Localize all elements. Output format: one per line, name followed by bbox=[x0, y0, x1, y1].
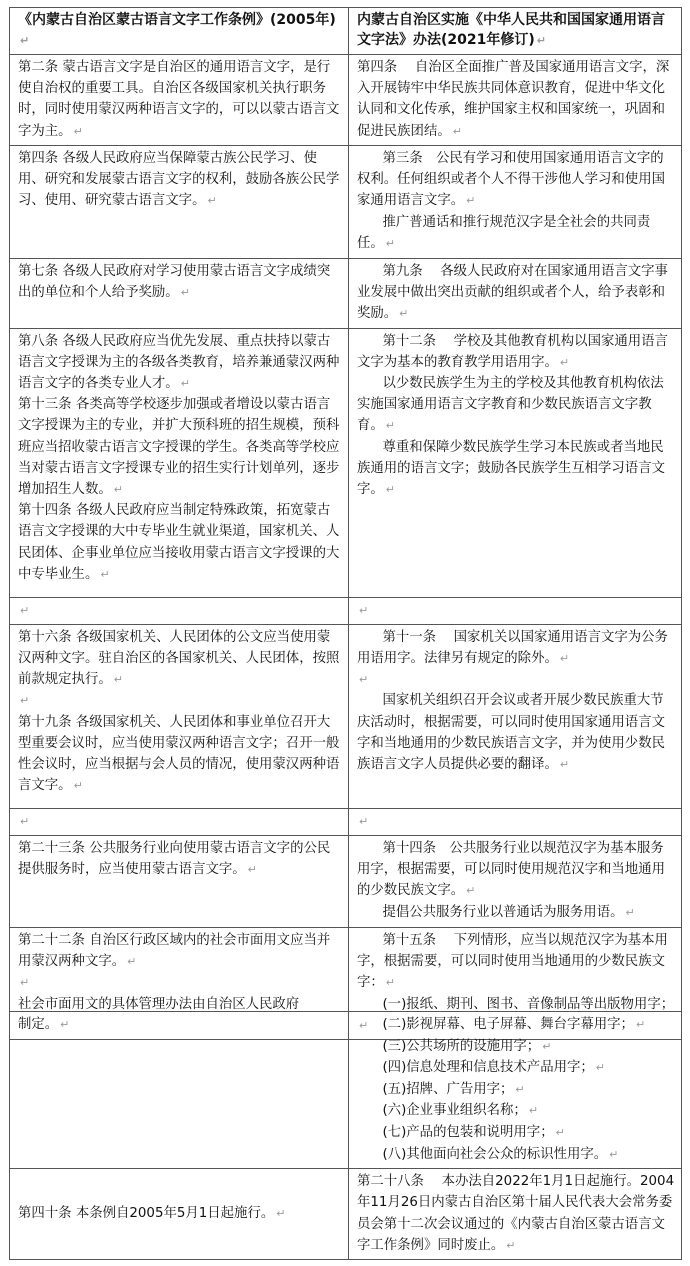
cell-right bbox=[349, 55, 682, 146]
paragraph-mark-icon: ↵ bbox=[113, 673, 123, 687]
paragraph-mark-icon: ↵ bbox=[559, 355, 570, 369]
list-item: (七)产品的包装和说明用字； bbox=[382, 1124, 554, 1140]
cell-right bbox=[349, 597, 682, 624]
cell-right bbox=[349, 328, 682, 597]
paragraph-mark-icon: ↵ bbox=[20, 814, 30, 828]
cell-left bbox=[10, 55, 349, 146]
paragraph-mark-icon: ↵ bbox=[466, 884, 476, 898]
cell-right bbox=[349, 1012, 682, 1169]
cell-left bbox=[10, 1169, 349, 1260]
article-text: 第二十二条 自治区行政区域内的社会市面用文应当并用蒙汉两种文字。 bbox=[18, 933, 331, 970]
paragraph-mark-icon: ↵ bbox=[127, 955, 137, 969]
paragraph-mark-icon: ↵ bbox=[180, 286, 190, 300]
article-text: 第八条 各级人民政府应当优先发展、重点扶持以蒙古语言文字授课为主的各级各类教育，培养兼通蒙汉两种语言文字的各类专业人才。 bbox=[18, 333, 340, 392]
header-cell-left bbox=[10, 8, 349, 55]
list-item: (六)企业事业组织名称； bbox=[382, 1103, 527, 1119]
paragraph-mark-icon: ↵ bbox=[247, 863, 257, 877]
paragraph-mark-icon: ↵ bbox=[20, 976, 30, 990]
article-text: 第四条 自治区全面推广普及国家通用语言文字，深入开展铸牢中华民族共同体意识教育，促进中华文化认同和文化传承，维护国家主权和国家统一，巩固和促进民族团结。 bbox=[357, 60, 670, 139]
article-text: 第十一条 国家机关以国家通用语言文字为公务用语用字。法律另有规定的除外。 bbox=[357, 629, 668, 667]
table-row-continued bbox=[10, 1012, 682, 1169]
paragraph-mark-icon: ↵ bbox=[452, 124, 462, 138]
article-text: 以少数民族学生为主的学校及其他教育机构依法实施国家通用语言文字教育和少数民族语言文字教育。 bbox=[357, 376, 664, 434]
cell-right bbox=[349, 1169, 682, 1260]
paragraph-mark-icon: ↵ bbox=[359, 673, 369, 687]
header-cell-right bbox=[349, 8, 682, 55]
paragraph-mark-icon: ↵ bbox=[528, 1104, 539, 1118]
article-text: 第七条 各级人民政府对学习使用蒙古语言文字成绩突出的单位和个人给予奖励。 bbox=[18, 264, 331, 301]
table-row bbox=[10, 146, 682, 259]
cell-left bbox=[10, 146, 349, 259]
article-text: 第九条 各级人民政府对在国家通用语言文字事业发展中做出突出贡献的组织或者个人，给予表彰和奖励。 bbox=[357, 264, 668, 322]
comparison-table-page-1 bbox=[9, 7, 682, 1040]
article-text: 制定。 bbox=[18, 1017, 59, 1032]
paragraph-mark-icon: ↵ bbox=[73, 124, 83, 138]
paragraph-mark-icon: ↵ bbox=[635, 1018, 646, 1031]
paragraph-mark-icon: ↵ bbox=[536, 34, 546, 47]
paragraph-mark-icon: ↵ bbox=[60, 1018, 70, 1031]
empty-row bbox=[10, 808, 682, 835]
paragraph-mark-icon: ↵ bbox=[359, 814, 369, 828]
paragraph-mark-icon: ↵ bbox=[595, 1061, 605, 1075]
paragraph-mark-icon: ↵ bbox=[609, 1147, 619, 1161]
article-text: 第二十八条 本办法自2022年1月1日起施行。2004年11月26日内蒙古自治区第十届人民代表大会常务委员会第十二次会议通过的《内蒙古自治区蒙古语言文字工作条例》同时废止。 bbox=[357, 1174, 675, 1253]
cell-right bbox=[349, 259, 682, 329]
table-row bbox=[10, 328, 682, 597]
article-text: 国家机关组织召开会议或者开展少数民族重大节庆活动时，根据需要，可以同时使用国家通用语言文字和当地通用的少数民族语言文字，并为使用少数民族语言文字人员提供必要的翻译。 bbox=[357, 693, 665, 773]
article-text: 第十九条 各级国家机关、人民团体和事业单位召开大型重要会议时，应当使用蒙汉两种语言文字；召开一般性会议时，应当根据与会人员的情况，使用蒙汉两种语言文字。 bbox=[18, 714, 340, 794]
article-text: (一)报纸、期刊、图书、音像制品等出版物用字； bbox=[382, 996, 675, 1012]
list-item: (五)招牌、广告用字； bbox=[382, 1081, 514, 1097]
empty-row bbox=[10, 597, 682, 624]
article-text: 提倡公共服务行业以普通话为服务用语。 bbox=[382, 904, 624, 920]
paragraph-mark-icon: ↵ bbox=[20, 603, 30, 617]
list-item: (八)其他面向社会公众的标识性用字。 bbox=[382, 1146, 608, 1162]
article-text: 第四条 各级人民政府应当保障蒙古族公民学习、使用、研究和发展蒙古语言文字的权利，鼓励各族公民学习、使用、研究蒙古语言文字。 bbox=[18, 151, 340, 209]
cell-left bbox=[10, 597, 349, 624]
paragraph-mark-icon: ↵ bbox=[100, 567, 110, 581]
list-item: (二)影视屏幕、电子屏幕、舞台字幕用字； bbox=[382, 1017, 634, 1032]
table-row bbox=[10, 1169, 682, 1260]
article-text: 第二条 蒙古语言文字是自治区的通用语言文字，是行使自治权的重要工具。自治区各级国家机关执行职务时，同时使用蒙汉两种语言文字的，可以以蒙古语言文字为主。 bbox=[18, 60, 340, 139]
paragraph-mark-icon: ↵ bbox=[506, 1238, 516, 1252]
cell-left bbox=[10, 328, 349, 597]
paragraph-mark-icon: ↵ bbox=[385, 236, 395, 250]
paragraph-mark-icon: ↵ bbox=[20, 34, 30, 47]
table-header-row bbox=[10, 8, 682, 55]
paragraph-mark-icon: ↵ bbox=[359, 603, 369, 617]
article-text: 第二十三条 公共服务行业向使用蒙古语言文字的公民提供服务时，应当使用蒙古语言文字。 bbox=[18, 841, 331, 878]
paragraph-mark-icon: ↵ bbox=[625, 905, 635, 919]
paragraph-mark-icon: ↵ bbox=[207, 194, 217, 208]
table-row bbox=[10, 55, 682, 146]
article-text: 社会市面用文的具体管理办法由自治区人民政府 bbox=[18, 996, 300, 1012]
table-row bbox=[10, 259, 682, 329]
cell-left bbox=[10, 836, 349, 928]
article-text: 第三条 公民有学习和使用国家通用语言文字的权利。任何组织或者个人不得干涉他人学习和使用国家通用语言文字。 bbox=[357, 151, 665, 209]
cell-right bbox=[349, 836, 682, 928]
paragraph-mark-icon: ↵ bbox=[73, 779, 83, 793]
paragraph-mark-icon: ↵ bbox=[542, 1039, 552, 1053]
cell-left bbox=[10, 1012, 349, 1169]
paragraph-mark-icon: ↵ bbox=[385, 419, 395, 433]
paragraph-mark-icon: ↵ bbox=[385, 483, 395, 497]
paragraph-mark-icon: ↵ bbox=[113, 483, 123, 497]
article-text: 第十四条 公共服务行业以规范汉字为基本服务用字，根据需要，可以同时使用规范汉字和当地通用的少数民族文字。 bbox=[357, 841, 665, 899]
article-text: 第十三条 各类高等学校逐步加强或者增设以蒙古语言文字授课为主的专业，并扩大预科班的招生规模，预科班应当招收蒙古语言文字授课的学生。各类高等学校应当对蒙古语言文字授课专业的招生实行计划单列，逐步增加招生人数。 bbox=[18, 397, 340, 498]
list-item: (三)公共场所的设施用字； bbox=[382, 1038, 541, 1054]
cell-right bbox=[349, 624, 682, 808]
cell-left bbox=[10, 624, 349, 808]
paragraph-mark-icon: ↵ bbox=[180, 377, 190, 391]
table-row bbox=[10, 624, 682, 808]
cell-right bbox=[349, 146, 682, 259]
header-right-text: 内蒙古自治区实施《中华人民共和国国家通用语言文字法》办法(2021年修订) bbox=[357, 12, 665, 48]
article-text: 第十六条 各级国家机关、人民团体的公文应当使用蒙汉两种文字。驻自治区的各国家机关、人民团体，按照前款规定执行。 bbox=[18, 629, 340, 688]
table-row bbox=[10, 836, 682, 928]
article-text: 第十五条 下列情形，应当以规范汉字为基本用字，根据需要，可以同时使用当地通用的少数民族文字： bbox=[357, 933, 668, 991]
paragraph-mark-icon: ↵ bbox=[359, 1018, 369, 1032]
header-left-text: 《内蒙古自治区蒙古语言文字工作条例》(2005年) bbox=[18, 12, 336, 28]
paragraph-mark-icon: ↵ bbox=[20, 694, 30, 708]
paragraph-mark-icon: ↵ bbox=[559, 758, 570, 772]
paragraph-mark-icon: ↵ bbox=[466, 194, 476, 208]
paragraph-mark-icon: ↵ bbox=[559, 652, 570, 666]
paragraph-mark-icon: ↵ bbox=[515, 1082, 525, 1096]
cell-left bbox=[10, 808, 349, 835]
comparison-table-page-2 bbox=[9, 1011, 682, 1260]
article-text: 尊重和保障少数民族学生学习本民族或者当地民族通用的语言文字；鼓励各民族学生互相学习语言文字。 bbox=[357, 439, 665, 498]
paragraph-mark-icon: ↵ bbox=[276, 1206, 286, 1220]
article-text: 第十二条 学校及其他教育机构以国家通用语言文字为基本的教育教学用语用字。 bbox=[357, 333, 668, 370]
paragraph-mark-icon: ↵ bbox=[399, 307, 409, 321]
paragraph-mark-icon: ↵ bbox=[555, 1125, 565, 1139]
list-item: (四)信息处理和信息技术产品用字； bbox=[382, 1060, 594, 1076]
cell-right bbox=[349, 808, 682, 835]
article-text: 第十四条 各级人民政府应当制定特殊政策，拓宽蒙古语言文字授课的大中专毕业生就业渠道，国家机关、人民团体、企事业单位应当接收用蒙古语言文字授课的大中专毕业生。 bbox=[18, 503, 340, 582]
cell-left bbox=[10, 259, 349, 329]
paragraph-mark-icon: ↵ bbox=[385, 976, 395, 990]
article-text: 第四十条 本条例自2005年5月1日起施行。 bbox=[18, 1205, 275, 1221]
article-text: 推广普通话和推行规范汉字是全社会的共同责任。 bbox=[357, 214, 651, 251]
